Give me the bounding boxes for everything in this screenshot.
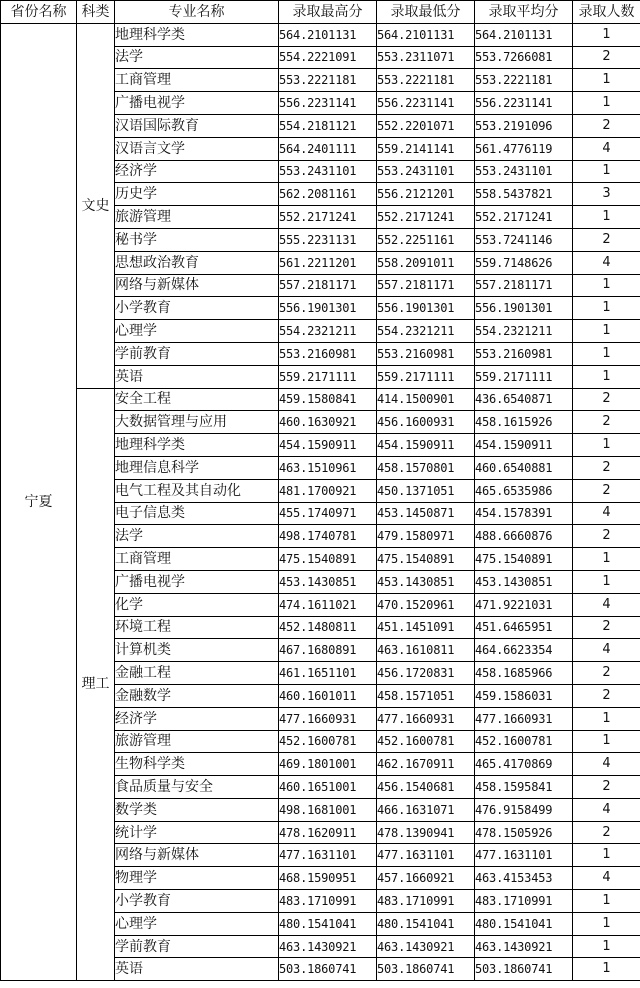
major-name-cell: 法学 xyxy=(115,46,279,69)
min-score-cell: 463.1610811 xyxy=(377,639,475,662)
major-name-cell: 金融工程 xyxy=(115,662,279,685)
min-score-cell: 552.2251161 xyxy=(377,228,475,251)
min-score-cell: 463.1430921 xyxy=(377,935,475,958)
category-cell: 文史 xyxy=(77,23,115,388)
max-score-cell: 552.2171241 xyxy=(279,206,377,229)
major-name-cell: 思想政治教育 xyxy=(115,251,279,274)
max-score-cell: 555.2231131 xyxy=(279,228,377,251)
major-name-cell: 学前教育 xyxy=(115,935,279,958)
avg-score-cell: 477.1660931 xyxy=(475,707,573,730)
admitted-count-cell: 1 xyxy=(573,92,640,115)
min-score-cell: 479.1580971 xyxy=(377,525,475,548)
major-name-cell: 小学教育 xyxy=(115,297,279,320)
avg-score-cell: 552.2171241 xyxy=(475,206,573,229)
major-name-cell: 英语 xyxy=(115,958,279,981)
avg-score-cell: 465.4170869 xyxy=(475,753,573,776)
min-score-cell: 556.2231141 xyxy=(377,92,475,115)
avg-score-cell: 458.1615926 xyxy=(475,411,573,434)
major-name-cell: 地理信息科学 xyxy=(115,456,279,479)
admitted-count-cell: 2 xyxy=(573,821,640,844)
major-name-cell: 大数据管理与应用 xyxy=(115,411,279,434)
min-score-cell: 564.2101131 xyxy=(377,23,475,46)
major-name-cell: 地理科学类 xyxy=(115,434,279,457)
min-score-cell: 475.1540891 xyxy=(377,548,475,571)
major-name-cell: 汉语言文学 xyxy=(115,137,279,160)
header-min-score: 录取最低分 xyxy=(377,1,475,24)
admitted-count-cell: 2 xyxy=(573,525,640,548)
max-score-cell: 477.1660931 xyxy=(279,707,377,730)
avg-score-cell: 436.6540871 xyxy=(475,388,573,411)
admitted-count-cell: 2 xyxy=(573,228,640,251)
max-score-cell: 483.1710991 xyxy=(279,890,377,913)
admitted-count-cell: 1 xyxy=(573,844,640,867)
table-row xyxy=(1,388,640,411)
header-row xyxy=(1,1,640,24)
major-name-cell: 工商管理 xyxy=(115,548,279,571)
max-score-cell: 554.2321211 xyxy=(279,320,377,343)
max-score-cell: 557.2181171 xyxy=(279,274,377,297)
major-name-cell: 网络与新媒体 xyxy=(115,274,279,297)
avg-score-cell: 558.5437821 xyxy=(475,183,573,206)
avg-score-cell: 471.9221031 xyxy=(475,593,573,616)
admitted-count-cell: 2 xyxy=(573,479,640,502)
admitted-count-cell: 1 xyxy=(573,297,640,320)
min-score-cell: 470.1520961 xyxy=(377,593,475,616)
major-name-cell: 食品质量与安全 xyxy=(115,776,279,799)
min-score-cell: 559.2141141 xyxy=(377,137,475,160)
max-score-cell: 460.1630921 xyxy=(279,411,377,434)
admitted-count-cell: 2 xyxy=(573,411,640,434)
major-name-cell: 旅游管理 xyxy=(115,730,279,753)
max-score-cell: 463.1430921 xyxy=(279,935,377,958)
max-score-cell: 498.1681001 xyxy=(279,798,377,821)
major-name-cell: 秘书学 xyxy=(115,228,279,251)
header-category: 科类 xyxy=(77,1,115,24)
min-score-cell: 480.1541041 xyxy=(377,912,475,935)
max-score-cell: 561.2211201 xyxy=(279,251,377,274)
max-score-cell: 454.1590911 xyxy=(279,434,377,457)
admitted-count-cell: 4 xyxy=(573,639,640,662)
major-name-cell: 化学 xyxy=(115,593,279,616)
min-score-cell: 452.1600781 xyxy=(377,730,475,753)
min-score-cell: 454.1590911 xyxy=(377,434,475,457)
avg-score-cell: 463.4153453 xyxy=(475,867,573,890)
min-score-cell: 556.2121201 xyxy=(377,183,475,206)
admitted-count-cell: 4 xyxy=(573,867,640,890)
avg-score-cell: 559.2171111 xyxy=(475,365,573,388)
major-name-cell: 工商管理 xyxy=(115,69,279,92)
min-score-cell: 453.1430851 xyxy=(377,570,475,593)
max-score-cell: 453.1430851 xyxy=(279,570,377,593)
avg-score-cell: 553.2160981 xyxy=(475,342,573,365)
avg-score-cell: 478.1505926 xyxy=(475,821,573,844)
major-name-cell: 计算机类 xyxy=(115,639,279,662)
avg-score-cell: 561.4776119 xyxy=(475,137,573,160)
avg-score-cell: 454.1590911 xyxy=(475,434,573,457)
min-score-cell: 451.1451091 xyxy=(377,616,475,639)
max-score-cell: 452.1480811 xyxy=(279,616,377,639)
admitted-count-cell: 4 xyxy=(573,502,640,525)
admitted-count-cell: 2 xyxy=(573,114,640,137)
max-score-cell: 498.1740781 xyxy=(279,525,377,548)
max-score-cell: 463.1510961 xyxy=(279,456,377,479)
header-max-score: 录取最高分 xyxy=(279,1,377,24)
min-score-cell: 553.2431101 xyxy=(377,160,475,183)
admitted-count-cell: 1 xyxy=(573,548,640,571)
avg-score-cell: 553.2431101 xyxy=(475,160,573,183)
admitted-count-cell: 1 xyxy=(573,434,640,457)
admitted-count-cell: 2 xyxy=(573,684,640,707)
max-score-cell: 503.1860741 xyxy=(279,958,377,981)
avg-score-cell: 454.1578391 xyxy=(475,502,573,525)
min-score-cell: 553.2311071 xyxy=(377,46,475,69)
major-name-cell: 小学教育 xyxy=(115,890,279,913)
avg-score-cell: 458.1595841 xyxy=(475,776,573,799)
max-score-cell: 477.1631101 xyxy=(279,844,377,867)
avg-score-cell: 488.6660876 xyxy=(475,525,573,548)
avg-score-cell: 453.1430851 xyxy=(475,570,573,593)
major-name-cell: 英语 xyxy=(115,365,279,388)
admitted-count-cell: 4 xyxy=(573,251,640,274)
avg-score-cell: 452.1600781 xyxy=(475,730,573,753)
admitted-count-cell: 2 xyxy=(573,616,640,639)
province-cell: 宁夏 xyxy=(1,23,77,980)
admitted-count-cell: 3 xyxy=(573,183,640,206)
major-name-cell: 电气工程及其自动化 xyxy=(115,479,279,502)
avg-score-cell: 553.2191096 xyxy=(475,114,573,137)
avg-score-cell: 464.6623354 xyxy=(475,639,573,662)
max-score-cell: 452.1600781 xyxy=(279,730,377,753)
admitted-count-cell: 1 xyxy=(573,69,640,92)
header-province: 省份名称 xyxy=(1,1,77,24)
avg-score-cell: 451.6465951 xyxy=(475,616,573,639)
major-name-cell: 心理学 xyxy=(115,320,279,343)
admitted-count-cell: 1 xyxy=(573,935,640,958)
max-score-cell: 556.2231141 xyxy=(279,92,377,115)
major-name-cell: 金融数学 xyxy=(115,684,279,707)
admitted-count-cell: 1 xyxy=(573,570,640,593)
admitted-count-cell: 1 xyxy=(573,707,640,730)
admitted-count-cell: 1 xyxy=(573,890,640,913)
min-score-cell: 483.1710991 xyxy=(377,890,475,913)
min-score-cell: 552.2201071 xyxy=(377,114,475,137)
max-score-cell: 559.2171111 xyxy=(279,365,377,388)
min-score-cell: 556.1901301 xyxy=(377,297,475,320)
major-name-cell: 地理科学类 xyxy=(115,23,279,46)
admitted-count-cell: 1 xyxy=(573,912,640,935)
major-name-cell: 广播电视学 xyxy=(115,570,279,593)
max-score-cell: 481.1700921 xyxy=(279,479,377,502)
avg-score-cell: 556.2231141 xyxy=(475,92,573,115)
max-score-cell: 460.1651001 xyxy=(279,776,377,799)
avg-score-cell: 480.1541041 xyxy=(475,912,573,935)
admitted-count-cell: 4 xyxy=(573,593,640,616)
min-score-cell: 557.2181171 xyxy=(377,274,475,297)
major-name-cell: 安全工程 xyxy=(115,388,279,411)
major-name-cell: 旅游管理 xyxy=(115,206,279,229)
major-name-cell: 学前教育 xyxy=(115,342,279,365)
max-score-cell: 459.1580841 xyxy=(279,388,377,411)
min-score-cell: 453.1450871 xyxy=(377,502,475,525)
avg-score-cell: 554.2321211 xyxy=(475,320,573,343)
avg-score-cell: 458.1685966 xyxy=(475,662,573,685)
avg-score-cell: 556.1901301 xyxy=(475,297,573,320)
max-score-cell: 554.2221091 xyxy=(279,46,377,69)
max-score-cell: 554.2181121 xyxy=(279,114,377,137)
admitted-count-cell: 1 xyxy=(573,958,640,981)
min-score-cell: 458.1570801 xyxy=(377,456,475,479)
max-score-cell: 460.1601011 xyxy=(279,684,377,707)
max-score-cell: 468.1590951 xyxy=(279,867,377,890)
admitted-count-cell: 1 xyxy=(573,206,640,229)
admitted-count-cell: 2 xyxy=(573,776,640,799)
admitted-count-cell: 1 xyxy=(573,342,640,365)
admitted-count-cell: 4 xyxy=(573,753,640,776)
admitted-count-cell: 1 xyxy=(573,730,640,753)
max-score-cell: 564.2401111 xyxy=(279,137,377,160)
avg-score-cell: 553.2221181 xyxy=(475,69,573,92)
avg-score-cell: 557.2181171 xyxy=(475,274,573,297)
major-name-cell: 法学 xyxy=(115,525,279,548)
max-score-cell: 553.2221181 xyxy=(279,69,377,92)
min-score-cell: 466.1631071 xyxy=(377,798,475,821)
admitted-count-cell: 4 xyxy=(573,798,640,821)
avg-score-cell: 553.7266081 xyxy=(475,46,573,69)
min-score-cell: 450.1371051 xyxy=(377,479,475,502)
category-cell: 理工 xyxy=(77,388,115,981)
max-score-cell: 455.1740971 xyxy=(279,502,377,525)
table-body xyxy=(1,23,640,980)
min-score-cell: 478.1390941 xyxy=(377,821,475,844)
avg-score-cell: 564.2101131 xyxy=(475,23,573,46)
min-score-cell: 558.2091011 xyxy=(377,251,475,274)
major-name-cell: 环境工程 xyxy=(115,616,279,639)
major-name-cell: 经济学 xyxy=(115,707,279,730)
min-score-cell: 458.1571051 xyxy=(377,684,475,707)
admitted-count-cell: 1 xyxy=(573,160,640,183)
min-score-cell: 462.1670911 xyxy=(377,753,475,776)
min-score-cell: 553.2160981 xyxy=(377,342,475,365)
major-name-cell: 电子信息类 xyxy=(115,502,279,525)
max-score-cell: 478.1620911 xyxy=(279,821,377,844)
max-score-cell: 480.1541041 xyxy=(279,912,377,935)
min-score-cell: 477.1660931 xyxy=(377,707,475,730)
min-score-cell: 553.2221181 xyxy=(377,69,475,92)
major-name-cell: 网络与新媒体 xyxy=(115,844,279,867)
header-avg-score: 录取平均分 xyxy=(475,1,573,24)
avg-score-cell: 559.7148626 xyxy=(475,251,573,274)
min-score-cell: 477.1631101 xyxy=(377,844,475,867)
min-score-cell: 456.1540681 xyxy=(377,776,475,799)
admitted-count-cell: 2 xyxy=(573,388,640,411)
max-score-cell: 469.1801001 xyxy=(279,753,377,776)
admitted-count-cell: 1 xyxy=(573,365,640,388)
max-score-cell: 461.1651101 xyxy=(279,662,377,685)
avg-score-cell: 465.6535986 xyxy=(475,479,573,502)
max-score-cell: 556.1901301 xyxy=(279,297,377,320)
major-name-cell: 历史学 xyxy=(115,183,279,206)
admitted-count-cell: 2 xyxy=(573,662,640,685)
major-name-cell: 生物科学类 xyxy=(115,753,279,776)
avg-score-cell: 460.6540881 xyxy=(475,456,573,479)
min-score-cell: 552.2171241 xyxy=(377,206,475,229)
admitted-count-cell: 1 xyxy=(573,23,640,46)
max-score-cell: 564.2101131 xyxy=(279,23,377,46)
avg-score-cell: 483.1710991 xyxy=(475,890,573,913)
major-name-cell: 数学类 xyxy=(115,798,279,821)
avg-score-cell: 475.1540891 xyxy=(475,548,573,571)
admitted-count-cell: 1 xyxy=(573,274,640,297)
max-score-cell: 562.2081161 xyxy=(279,183,377,206)
major-name-cell: 统计学 xyxy=(115,821,279,844)
avg-score-cell: 553.7241146 xyxy=(475,228,573,251)
avg-score-cell: 477.1631101 xyxy=(475,844,573,867)
min-score-cell: 414.1500901 xyxy=(377,388,475,411)
major-name-cell: 心理学 xyxy=(115,912,279,935)
major-name-cell: 经济学 xyxy=(115,160,279,183)
max-score-cell: 553.2431101 xyxy=(279,160,377,183)
major-name-cell: 物理学 xyxy=(115,867,279,890)
min-score-cell: 554.2321211 xyxy=(377,320,475,343)
min-score-cell: 457.1660921 xyxy=(377,867,475,890)
avg-score-cell: 476.9158499 xyxy=(475,798,573,821)
table-row xyxy=(1,23,640,46)
min-score-cell: 456.1600931 xyxy=(377,411,475,434)
admitted-count-cell: 2 xyxy=(573,46,640,69)
header-major: 专业名称 xyxy=(115,1,279,24)
min-score-cell: 456.1720831 xyxy=(377,662,475,685)
header-admitted-count: 录取人数 xyxy=(573,1,640,24)
major-name-cell: 汉语国际教育 xyxy=(115,114,279,137)
avg-score-cell: 503.1860741 xyxy=(475,958,573,981)
max-score-cell: 474.1611021 xyxy=(279,593,377,616)
admitted-count-cell: 1 xyxy=(573,320,640,343)
avg-score-cell: 459.1586031 xyxy=(475,684,573,707)
admitted-count-cell: 2 xyxy=(573,456,640,479)
max-score-cell: 467.1680891 xyxy=(279,639,377,662)
min-score-cell: 503.1860741 xyxy=(377,958,475,981)
major-name-cell: 广播电视学 xyxy=(115,92,279,115)
avg-score-cell: 463.1430921 xyxy=(475,935,573,958)
admitted-count-cell: 4 xyxy=(573,137,640,160)
max-score-cell: 475.1540891 xyxy=(279,548,377,571)
min-score-cell: 559.2171111 xyxy=(377,365,475,388)
max-score-cell: 553.2160981 xyxy=(279,342,377,365)
